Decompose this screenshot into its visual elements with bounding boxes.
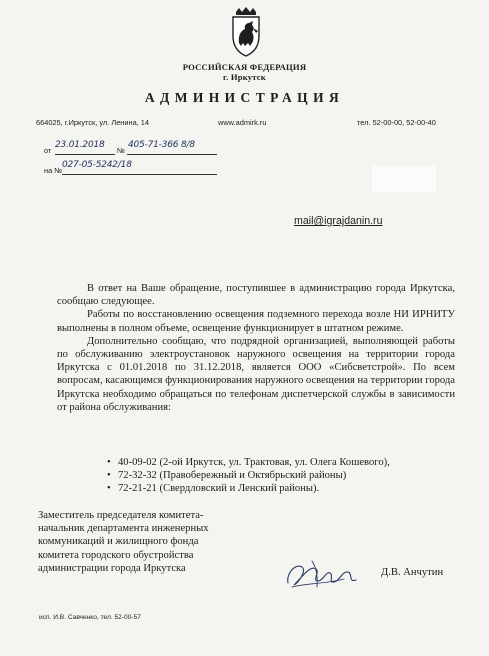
redacted-area	[372, 166, 436, 192]
date-underline	[55, 154, 115, 155]
reference-underline	[62, 174, 217, 175]
irkutsk-coat-of-arms-icon	[228, 6, 264, 58]
recipient-email: mail@igrajdanin.ru	[294, 215, 383, 227]
reference-value: 027-05-5242/18	[62, 160, 132, 170]
list-item: • 40-09-02 (2-ой Иркутск, ул. Трактовая, ул. Олега Кошевого),	[107, 456, 457, 469]
city-name: г. Иркутск	[223, 72, 266, 82]
signer-position-line: комитета городского обустройства	[38, 549, 194, 561]
dispatch-phone-list	[107, 456, 457, 496]
list-item: • 72-21-21 (Свердловский и Ленский районы).	[107, 482, 457, 495]
website-address: www.admirk.ru	[218, 118, 267, 127]
reference-label: на №	[44, 166, 63, 175]
date-label: от	[44, 146, 52, 155]
signer-position-line: администрации города Иркутска	[38, 562, 186, 574]
number-underline	[127, 154, 217, 155]
number-value: 405-71-366 8/8	[128, 140, 195, 150]
executor-info: исп. И.В. Савченко, тел. 52-00-57	[39, 614, 141, 621]
phone-numbers: тел. 52-00-00, 52-00-40	[357, 118, 436, 127]
signer-position-line: коммуникаций и жилищного фонда	[38, 536, 199, 548]
signer-position-line: Заместитель председателя комитета-	[38, 510, 204, 521]
country-name: РОССИЙСКАЯ ФЕДЕРАЦИЯ	[182, 62, 307, 72]
letter-body	[57, 282, 455, 414]
handwritten-signature-icon	[282, 553, 364, 595]
signer-name: Д.В. Анчутин	[381, 567, 444, 578]
paragraph-contractor: Дополнительно сообщаю, что подрядной организацией, выполняющей работы по обслуживанию электроустановок наружного освещения на территории города Иркутска с 01.01.2018 по 31.12.2018, является ООО «Сибсветстрой». По всем вопросам, касающимся функционирования наружного освещения на территории города Иркутска необходимо обращаться по телефонам диспетчерской службы в зависимости от района обслуживания:	[57, 335, 455, 413]
paragraph-lighting-restored: Работы по восстановлению освещения подземного перехода возле НИ ИРНИТУ выполнены в полном объеме, освещение функционирует в штатном режиме.	[57, 309, 455, 334]
date-value: 23.01.2018	[55, 140, 105, 150]
postal-address: 664025, г.Иркутск, ул. Ленина, 14	[36, 118, 150, 127]
list-item: • 72-32-32 (Правобережный и Октябрьский районы)	[107, 469, 457, 482]
number-label: №	[117, 146, 125, 155]
paragraph-reply: В ответ на Ваше обращение, поступившее в администрацию города Иркутска, сообщаю следующее.	[57, 283, 455, 308]
signer-position-line: начальник департамента инженерных	[38, 523, 209, 535]
signer-position	[38, 509, 278, 575]
administration-title: АДМИНИСТРАЦИЯ	[144, 90, 345, 105]
